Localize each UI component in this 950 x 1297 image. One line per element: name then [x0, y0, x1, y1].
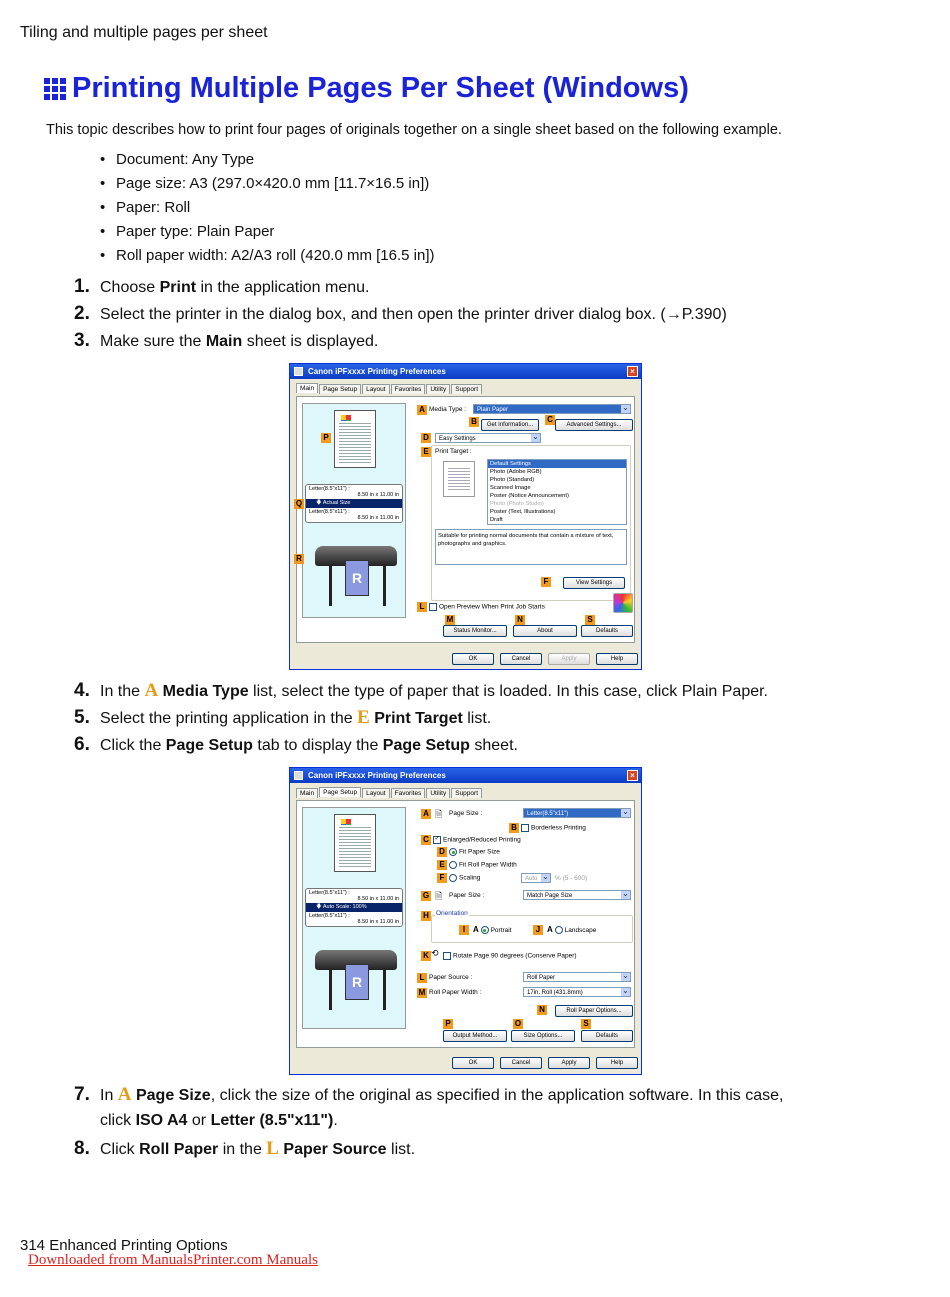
original-size: Letter(8.5"x11") : [309, 486, 350, 492]
marker-a: A [421, 809, 431, 819]
marker-k: K [421, 951, 431, 961]
tab-strip [296, 788, 483, 798]
checkbox-icon[interactable] [443, 952, 451, 960]
section-title-text: Printing Multiple Pages Per Sheet (Windows) [72, 72, 689, 104]
step-text: Make sure the [100, 333, 206, 350]
step-number: 1. [74, 276, 90, 297]
marker-j: J [533, 925, 543, 935]
tab-layout[interactable]: Layout [362, 788, 390, 798]
marker-l: L [417, 973, 427, 983]
marker-c: C [421, 835, 431, 845]
list-item[interactable]: Scanned Image [490, 485, 531, 491]
tab-support[interactable]: Support [451, 384, 482, 394]
list-item: Photo (Photo Studio) [490, 501, 544, 507]
printer-illustration [311, 542, 401, 610]
defaults-button[interactable]: Defaults [581, 1030, 633, 1042]
marker-p: P [321, 433, 331, 443]
step-bold: Roll Paper [139, 1141, 219, 1158]
radio-icon[interactable] [481, 926, 489, 934]
print-target-list[interactable] [487, 459, 627, 525]
landscape-radio[interactable] [547, 925, 596, 934]
kyuanos-icon[interactable] [613, 593, 633, 613]
scale-mode: Auto Scale: 100% [322, 904, 367, 910]
scaling-input: Auto ⌄ [521, 873, 551, 883]
step-number: 6. [74, 734, 90, 755]
status-monitor-button[interactable]: Status Monitor... [443, 625, 507, 637]
callout-letter: A [144, 680, 159, 701]
step-text: tab to display the [252, 737, 383, 754]
step-text: Click the [100, 737, 166, 754]
grid-icon [44, 78, 66, 100]
scaling-unit: % (5 - 600) [555, 875, 588, 882]
radio-icon[interactable] [555, 926, 563, 934]
marker-s: S [585, 615, 595, 625]
main-dialog-screenshot [289, 363, 642, 670]
landscape-label: Landscape [564, 927, 597, 934]
step-bold: ISO A4 [135, 1112, 188, 1129]
step-number: 5. [74, 707, 90, 728]
tab-utility[interactable]: Utility [426, 384, 450, 394]
paper-size-select[interactable]: Match Page Size ⌄ [523, 890, 631, 900]
dialog-title: Canon iPFxxxx Printing Preferences [308, 367, 446, 376]
ok-button[interactable]: OK [452, 1057, 494, 1069]
list-item[interactable]: Poster (Text, Illustrations) [490, 509, 556, 515]
step-bold: Paper Source [278, 1141, 387, 1158]
step-text: , click the size of the original as specified in the application software. In this case, [210, 1087, 784, 1104]
step-text: list. [386, 1141, 416, 1158]
borderless-label: Borderless Printing [531, 824, 586, 832]
step-2 [74, 303, 727, 325]
cancel-button[interactable]: Cancel [500, 653, 542, 665]
marker-h: H [421, 911, 431, 921]
printer-illustration [311, 946, 401, 1014]
step-number: 8. [74, 1138, 90, 1159]
preview-pane [302, 807, 406, 1029]
callout-letter: L [266, 1138, 279, 1159]
marker-e: E [437, 860, 447, 870]
printer-icon [294, 367, 303, 376]
fit-roll-radio[interactable] [449, 861, 517, 869]
printer-icon [294, 771, 303, 780]
step-text: Click [100, 1141, 140, 1158]
tab-page-setup[interactable]: Page Setup [319, 384, 361, 394]
close-icon[interactable]: × [627, 770, 638, 781]
tab-support[interactable]: Support [451, 788, 482, 798]
tab-utility[interactable]: Utility [426, 788, 450, 798]
list-item[interactable]: Poster (Notice Announcement) [490, 493, 569, 499]
get-information-button[interactable]: Get Information... [481, 419, 539, 431]
marker-s: S [581, 1019, 591, 1029]
view-settings-button[interactable]: View Settings [563, 577, 625, 589]
step-bold: Page Setup [165, 737, 253, 754]
size-info-box [305, 484, 403, 523]
size-info-box [305, 888, 403, 927]
down-arrow-icon: 🡇 [316, 500, 323, 506]
list-item: • Roll paper width: A2/A3 roll (420.0 mm [16.5 in]) [100, 246, 435, 270]
marker-d: D [421, 433, 431, 443]
radio-icon[interactable] [449, 861, 457, 869]
step-8 [74, 1138, 415, 1160]
step-text: list. [462, 710, 492, 727]
roll-paper-options-button[interactable]: Roll Paper Options... [555, 1005, 633, 1017]
scaling-radio[interactable] [449, 874, 480, 882]
step-text: Select the printer in the dialog box, and then open the printer driver dialog box. (→P.390) [100, 306, 727, 323]
step-text: Select the printing application in the [100, 710, 358, 727]
enlarged-label: Enlarged/Reduced Printing [443, 836, 521, 844]
download-link[interactable]: Downloaded from ManualsPrinter.com Manuals [28, 1252, 318, 1268]
example-list [100, 150, 435, 270]
portrait-label: Portrait [490, 927, 512, 934]
marker-n: N [515, 615, 525, 625]
fit-paper-label: Fit Paper Size [459, 848, 500, 856]
printer-sheet: R [345, 560, 369, 596]
output-size: Letter(8.5"x11") : [309, 913, 350, 919]
paper-size-label: Paper Size : [449, 892, 485, 899]
callout-letter: A [117, 1084, 132, 1105]
step-text: in the [218, 1141, 267, 1158]
scaling-label: Scaling [459, 874, 481, 882]
paper-size-icon: 🗎 [435, 891, 443, 901]
marker-m: M [446, 615, 454, 624]
step-bold: Page Size [131, 1087, 211, 1104]
preview-pane [302, 403, 406, 618]
step-bold: Letter (8.5"x11") [210, 1112, 334, 1129]
media-type-label: Media Type : [429, 406, 467, 413]
step-bold: Main [205, 333, 243, 350]
fit-roll-label: Fit Roll Paper Width [459, 861, 517, 869]
landscape-icon: A [547, 925, 553, 934]
step-text: Choose [100, 279, 160, 296]
marker-b: B [509, 823, 519, 833]
marker-r: R [294, 554, 304, 564]
marker-m: M [418, 988, 426, 997]
paper-source-label: Paper Source : [429, 974, 473, 981]
tab-favorites[interactable]: Favorites [391, 788, 426, 798]
tab-favorites[interactable]: Favorites [391, 384, 426, 394]
output-size: Letter(8.5"x11") : [309, 509, 350, 515]
close-icon[interactable]: × [627, 366, 638, 377]
section-title [44, 72, 689, 105]
list-item: • Paper: Roll [100, 198, 435, 222]
output-dim: 8.50 in x 11.00 in [357, 919, 399, 925]
step-bold: Print Target [369, 710, 463, 727]
roll-width-label: Roll Paper Width : [429, 989, 482, 996]
checkbox-icon[interactable] [429, 603, 437, 611]
checkbox-icon[interactable] [521, 824, 529, 832]
apply-button: Apply [548, 653, 590, 665]
tab-main[interactable]: Main [296, 788, 318, 798]
defaults-button[interactable]: Defaults [581, 625, 633, 637]
radio-icon[interactable] [449, 848, 457, 856]
rotate-label: Rotate Page 90 degrees (Conserve Paper) [453, 952, 577, 960]
dialog-titlebar [290, 364, 641, 379]
borderless-checkbox[interactable] [521, 824, 586, 832]
step-number: 4. [74, 680, 90, 701]
marker-g: G [422, 891, 430, 900]
tab-main[interactable]: Main [296, 383, 318, 393]
marker-q: Q [295, 499, 303, 508]
radio-icon[interactable] [449, 874, 457, 882]
checkbox-icon[interactable]: ✓ [434, 836, 440, 842]
intro-text: This topic describes how to print four pages of originals together on a single sheet based on the following example. [46, 122, 782, 138]
printer-sheet: R [345, 964, 369, 1000]
list-item: • Paper type: Plain Paper [100, 222, 435, 246]
print-target-label: Print Target : [435, 448, 472, 455]
page-setup-dialog-screenshot [289, 767, 642, 1075]
step-bold: Media Type [158, 683, 249, 700]
preview-checkbox[interactable] [429, 603, 545, 611]
step-3 [74, 330, 378, 352]
step-text: sheet is displayed. [242, 333, 379, 350]
target-thumbnail [443, 461, 475, 497]
original-dim: 8.50 in x 11.00 in [357, 896, 399, 902]
roll-width-select[interactable]: 17in. Roll (431.8mm) ⌄ [523, 987, 631, 997]
size-options-button[interactable]: Size Options... [511, 1030, 575, 1042]
step-text: list, select the type of paper that is loaded. In this case, click Plain Paper. [248, 683, 768, 700]
step-text: or [187, 1112, 211, 1129]
step-text: In [100, 1087, 118, 1104]
down-arrow-icon: 🡇 [316, 904, 323, 910]
list-item[interactable]: Default Settings [488, 460, 626, 468]
marker-a: A [417, 405, 427, 415]
about-button[interactable]: About [513, 625, 577, 637]
step-bold: Print [159, 279, 197, 296]
step-number: 3. [74, 330, 90, 351]
page-preview [334, 814, 376, 872]
rotate-checkbox[interactable] [443, 952, 577, 960]
marker-n: N [537, 1005, 547, 1015]
tab-strip [296, 384, 483, 394]
media-type-select[interactable]: Plain Paper ⌄ [473, 404, 631, 414]
step-4 [74, 680, 768, 702]
rotate-icon: ⟲ [431, 948, 439, 958]
step-text: In the [100, 683, 145, 700]
ok-button[interactable]: OK [452, 653, 494, 665]
marker-o: O [514, 1019, 522, 1028]
step-5 [74, 707, 491, 729]
marker-e: E [421, 447, 431, 457]
fit-paper-radio[interactable] [449, 848, 500, 856]
step-number: 7. [74, 1084, 90, 1105]
marker-b: B [469, 417, 479, 427]
main-panel [296, 396, 635, 643]
page-preview [334, 410, 376, 468]
orientation-label: Orientation [436, 910, 468, 917]
callout-letter: E [357, 707, 370, 728]
marker-i: I [459, 925, 469, 935]
running-header: Tiling and multiple pages per sheet [20, 24, 268, 41]
page-footer: 314 Enhanced Printing Options [20, 1237, 228, 1254]
step-1 [74, 276, 370, 298]
easy-settings-select[interactable]: Easy Settings ⌄ [435, 433, 541, 443]
target-description: Suitable for printing normal documents that contain a mixture of text, photographs and graphics. [435, 529, 627, 565]
help-button[interactable]: Help [596, 1057, 638, 1069]
list-item[interactable]: Photo (Adobe RGB) [490, 469, 542, 475]
step-number: 2. [74, 303, 90, 324]
list-item: • Page size: A3 (297.0×420.0 mm [11.7×16.5 in]) [100, 174, 435, 198]
marker-f: F [437, 873, 447, 883]
page-setup-panel [296, 800, 635, 1048]
step-7 [74, 1084, 783, 1106]
step-bold: Page Setup [382, 737, 470, 754]
tab-page-setup[interactable]: Page Setup [319, 787, 361, 797]
portrait-radio[interactable] [473, 925, 512, 934]
marker-l: L [417, 602, 427, 612]
cancel-button[interactable]: Cancel [500, 1057, 542, 1069]
marker-c: C [545, 415, 555, 425]
list-item[interactable]: Draft [490, 517, 503, 523]
page-size-icon: 🗎 [435, 809, 443, 819]
step-6 [74, 734, 518, 756]
original-size: Letter(8.5"x11") : [309, 890, 350, 896]
step-text: sheet. [469, 737, 518, 754]
marker-p: P [443, 1019, 453, 1029]
marker-f: F [541, 577, 551, 587]
page-size-select[interactable]: Letter(8.5"x11") ⌄ [523, 808, 631, 818]
dialog-title: Canon iPFxxxx Printing Preferences [308, 771, 446, 780]
output-method-button[interactable]: Output Method... [443, 1030, 507, 1042]
list-item[interactable]: Photo (Standard) [490, 477, 535, 483]
scale-mode: Actual Size [322, 500, 351, 506]
original-dim: 8.50 in x 11.00 in [357, 492, 399, 498]
output-dim: 8.50 in x 11.00 in [357, 515, 399, 521]
apply-button[interactable]: Apply [548, 1057, 590, 1069]
dialog-titlebar [290, 768, 641, 783]
step-7-continued [100, 1112, 338, 1130]
advanced-settings-button[interactable]: Advanced Settings... [555, 419, 633, 431]
step-text: click [100, 1112, 136, 1129]
preview-checkbox-label: Open Preview When Print Job Starts [439, 603, 545, 611]
tab-layout[interactable]: Layout [362, 384, 390, 394]
paper-source-select[interactable]: Roll Paper ⌄ [523, 972, 631, 982]
page-size-label: Page Size : [449, 810, 483, 817]
enlarged-checkbox[interactable] [433, 836, 521, 844]
step-text: . [333, 1112, 338, 1129]
help-button[interactable]: Help [596, 653, 638, 665]
list-item: • Document: Any Type [100, 150, 435, 174]
step-text: in the application menu. [196, 279, 370, 296]
marker-d: D [437, 847, 447, 857]
portrait-icon: A [473, 925, 479, 934]
